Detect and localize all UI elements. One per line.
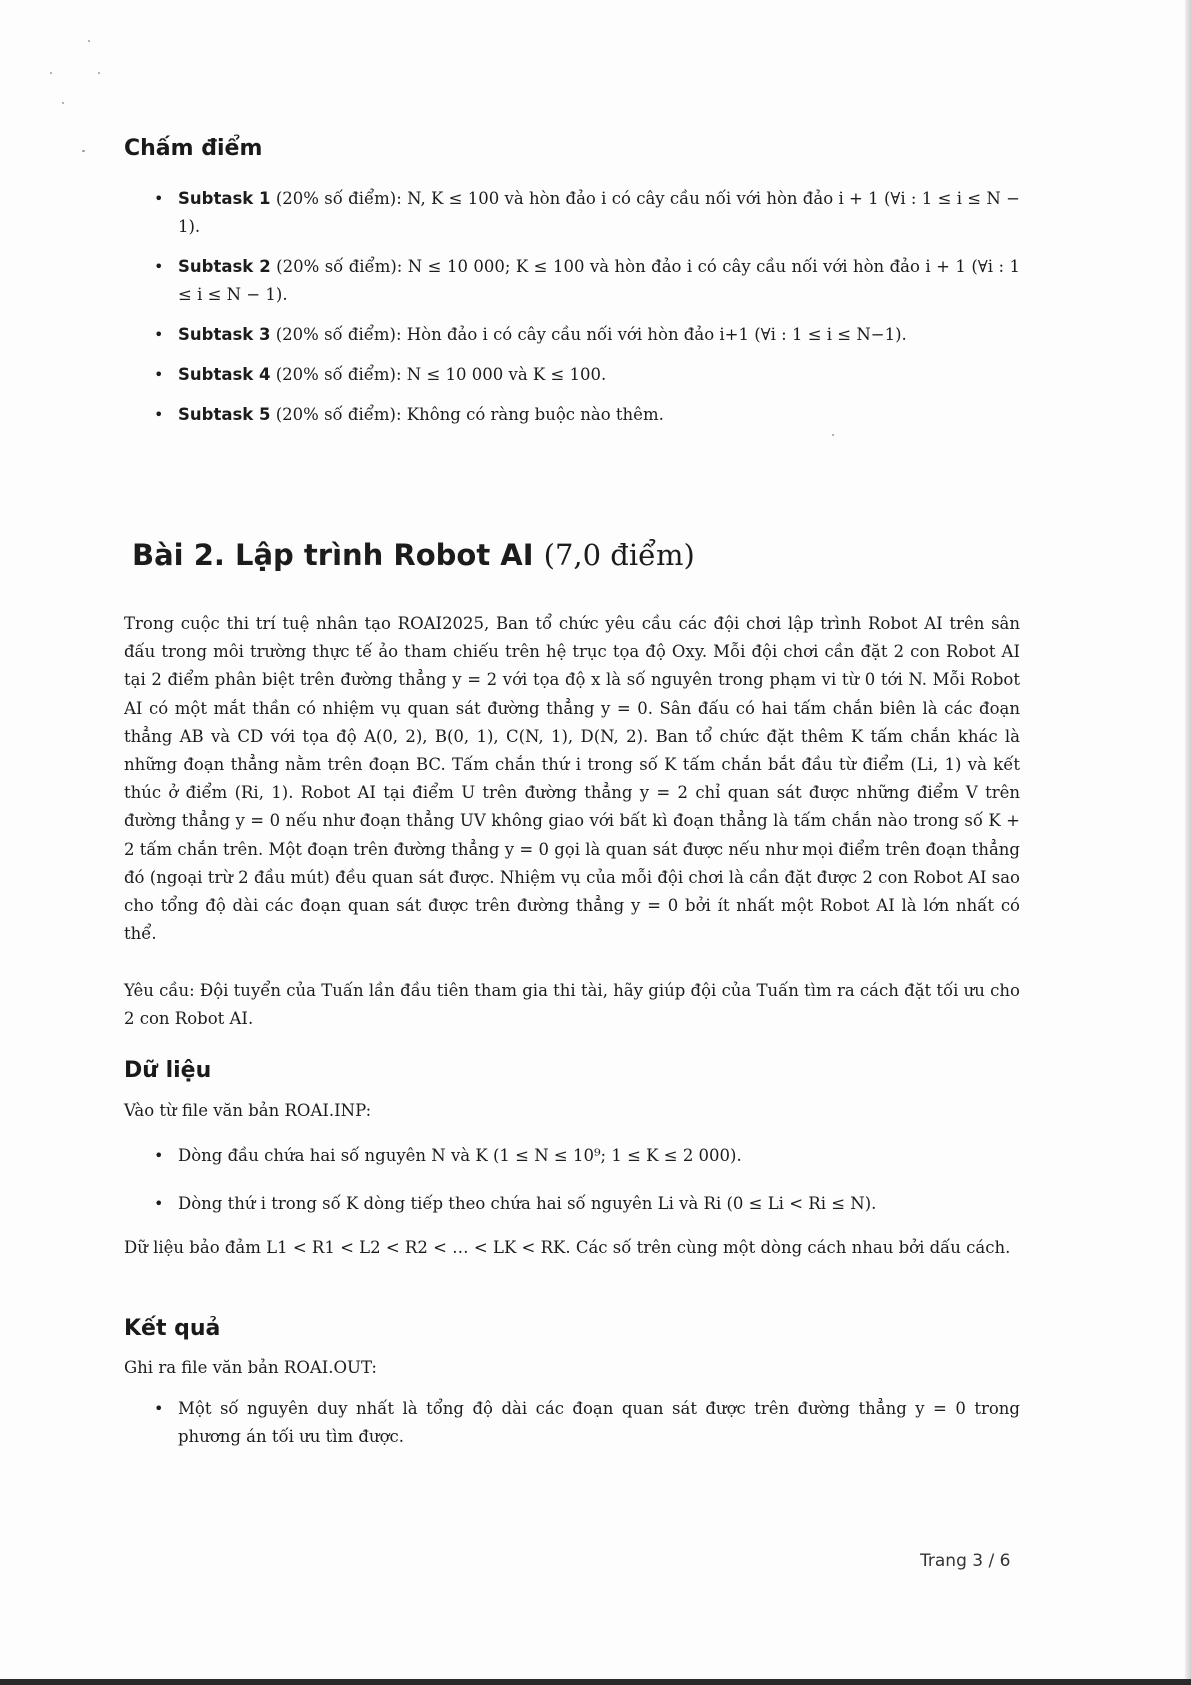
subtask-item bbox=[154, 185, 1020, 241]
subtask-label: Subtask 1 bbox=[178, 189, 271, 208]
subtask-item bbox=[154, 361, 1020, 389]
subtask-item bbox=[154, 321, 1020, 349]
subtask-item bbox=[154, 253, 1020, 309]
input-item: • Dòng đầu chứa hai số nguyên N và K (1 ≤ N ≤ 10⁹; 1 ≤ K ≤ 2 000). bbox=[154, 1142, 1020, 1170]
input-item: • Dòng thứ i trong số K dòng tiếp theo chứa hai số nguyên Li và Ri (0 ≤ Li < Ri ≤ N). bbox=[154, 1190, 1020, 1218]
subtask-label: Subtask 5 bbox=[178, 405, 271, 424]
problem-points: (7,0 điểm) bbox=[543, 538, 695, 572]
subtask-text: (20% số điểm): Không có ràng buộc nào thêm. bbox=[275, 405, 664, 424]
scoring-heading: Chấm điểm bbox=[124, 136, 263, 161]
scan-speck bbox=[82, 150, 85, 152]
subtask-list bbox=[154, 185, 1020, 441]
problem-requirement: Yêu cầu: Đội tuyển của Tuấn lần đầu tiên tham gia thi tài, hãy giúp đội của Tuấn tìm ra cách đặt tối ưu cho 2 con Robot AI. bbox=[124, 981, 1020, 1029]
scan-speck bbox=[88, 40, 90, 42]
subtask-label: Subtask 2 bbox=[178, 257, 271, 276]
input-list bbox=[154, 1142, 1020, 1230]
subtask-item bbox=[154, 401, 1020, 429]
subtask-label: Subtask 4 bbox=[178, 365, 271, 384]
page-number: Trang 3 / 6 bbox=[920, 1551, 1011, 1571]
subtask-text: (20% số điểm): Hòn đảo i có cây cầu nối với hòn đảo i+1 (∀i : 1 ≤ i ≤ N−1). bbox=[275, 325, 907, 344]
output-heading: Kết quả bbox=[124, 1316, 221, 1341]
subtask-text: (20% số điểm): N ≤ 10 000 và K ≤ 100. bbox=[275, 365, 607, 384]
scan-bottom-edge bbox=[0, 1679, 1191, 1685]
problem-statement: Trong cuộc thi trí tuệ nhân tạo ROAI2025, Ban tổ chức yêu cầu các đội chơi lập trình Robot AI trên sân đấu trong môi trường thực tế ảo tham chiếu trên hệ trục tọa độ Oxy. Mỗi đội chơi cần đặt 2 con Robot AI tại 2 điểm phân biệt trên đường thẳng y = 2 với tọa độ x là số nguyên trong phạm vi từ 0 tới N. Mỗi Robot AI có một mắt thần có nhiệm vụ quan sát đường thẳng y = 0. Sân đấu có hai tấm chắn biên là các đoạn thẳng AB và CD với tọa độ A(0, 2), B(0, 1), C(N, 1), D(N, 2). Ban tổ chức đặt thêm K tấm chắn khác là những đoạn thẳng nằm trên đoạn BC. Tấm chắn thứ i trong số K tấm chắn bắt đầu từ điểm (Li, 1) và kết thúc ở điểm (Ri, 1). Robot AI tại điểm U trên đường thẳng y = 2 chỉ quan sát được những điểm V trên đường thẳng y = 0 nếu như đoạn thẳng UV không giao với bất kì đoạn thẳng là tấm chắn nào trong số K + 2 tấm chắn trên. Một đoạn trên đường thẳng y = 0 gọi là quan sát được nếu như mọi điểm trên đoạn thẳng đó (ngoại trừ 2 đầu mút) đều quan sát được. Nhiệm vụ của mỗi đội chơi là cần đặt được 2 con Robot AI sao cho tổng độ dài các đoạn quan sát được trên đường thẳng y = 0 bởi ít nhất một Robot AI là lớn nhất có thể. bbox=[124, 614, 1020, 944]
subtask-text: (20% số điểm): N, K ≤ 100 và hòn đảo i có cây cầu nối với hòn đảo i + 1 (∀i : 1 ≤ i ≤ N − 1). bbox=[178, 189, 1020, 236]
input-heading: Dữ liệu bbox=[124, 1058, 212, 1083]
problem-title bbox=[132, 538, 695, 572]
output-intro: Ghi ra file văn bản ROAI.OUT: bbox=[124, 1358, 377, 1377]
output-list bbox=[154, 1395, 1020, 1463]
scan-speck bbox=[62, 102, 64, 104]
input-guarantee: Dữ liệu bảo đảm L1 < R1 < L2 < R2 < … < LK < RK. Các số trên cùng một dòng cách nhau bởi dấu cách. bbox=[124, 1238, 1011, 1257]
scan-speck bbox=[50, 72, 52, 74]
scan-speck bbox=[98, 72, 100, 74]
subtask-text: (20% số điểm): N ≤ 10 000; K ≤ 100 và hòn đảo i có cây cầu nối với hòn đảo i + 1 (∀i : 1 ≤ i ≤ N − 1). bbox=[178, 257, 1020, 304]
scan-right-edge bbox=[1185, 0, 1191, 1685]
output-item: • Một số nguyên duy nhất là tổng độ dài các đoạn quan sát được trên đường thẳng y = 0 trong phương án tối ưu tìm được. bbox=[154, 1395, 1020, 1451]
problem-title-text: Bài 2. Lập trình Robot AI bbox=[132, 538, 534, 572]
subtask-label: Subtask 3 bbox=[178, 325, 271, 344]
input-intro: Vào từ file văn bản ROAI.INP: bbox=[124, 1101, 372, 1120]
